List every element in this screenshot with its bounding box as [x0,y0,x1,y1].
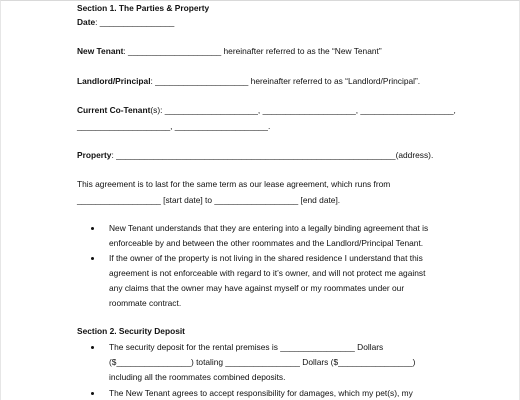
deposit-bullet-line-1: The security deposit for the rental premises is ________________ Dollars [109,342,384,352]
date-field: : ________________ [95,17,175,27]
bullet-2-line-1: If the owner of the property is not living in the shared residence I understand that this [109,253,423,263]
section1-heading: Section 1. The Parties & Property [77,3,210,13]
landlord-field: : ____________________ hereinafter referred to as “Landlord/Principal”. [150,76,421,86]
bullet-dot [91,227,94,230]
landlord-label: Landlord/Principal [77,76,151,86]
damages-bullet-line-1: The New Tenant agrees to accept responsibility for damages, which my pet(s), my [109,388,413,398]
landlord-line [77,76,420,87]
property-label: Property [77,150,112,160]
deposit-bullet-line-3: including all the roommates combined deposits. [109,372,286,382]
deposit-bullet-line-2: ($________________) totaling ________________ Dollars ($________________) [109,357,416,367]
bullet-2-line-3: any claims that the owner may have against myself or my roommates under our [109,283,405,293]
term-line-2: __________________ [start date] to __________________ [end date]. [77,195,341,205]
property-line [77,150,433,161]
cotenant-fields: (s): ____________________, ____________________, ____________________, [150,105,456,115]
new-tenant-line [77,46,382,57]
cotenant-label: Current Co-Tenant [77,105,151,115]
new-tenant-label: New Tenant [77,46,124,56]
bullet-dot [91,346,94,349]
date-label: Date [77,17,96,27]
term-line-1: This agreement is to last for the same term as our lease agreement, which runs from [77,179,391,189]
bullet-dot [91,257,94,260]
date-line [77,17,174,28]
bullet-dot [91,392,94,395]
bullet-2-line-4: roommate contract. [109,298,182,308]
cotenant-line-2: ____________________, ____________________. [77,121,271,131]
cotenant-line [77,105,456,116]
bullet-2-line-2: agreement is not enforceable with regard to it’s owner, and will not protect me against [109,268,426,278]
property-field: : ____________________________________________________________(address). [111,150,434,160]
new-tenant-field: : ____________________ hereinafter referred to as the “New Tenant” [123,46,382,56]
bullet-1-line-2: enforceable by and between the other roommates and the Landlord/Principal Tenant. [109,238,424,248]
bullet-1-line-1: New Tenant understands that they are entering into a legally binding agreement that is [109,223,429,233]
section2-heading: Section 2. Security Deposit [77,326,185,336]
